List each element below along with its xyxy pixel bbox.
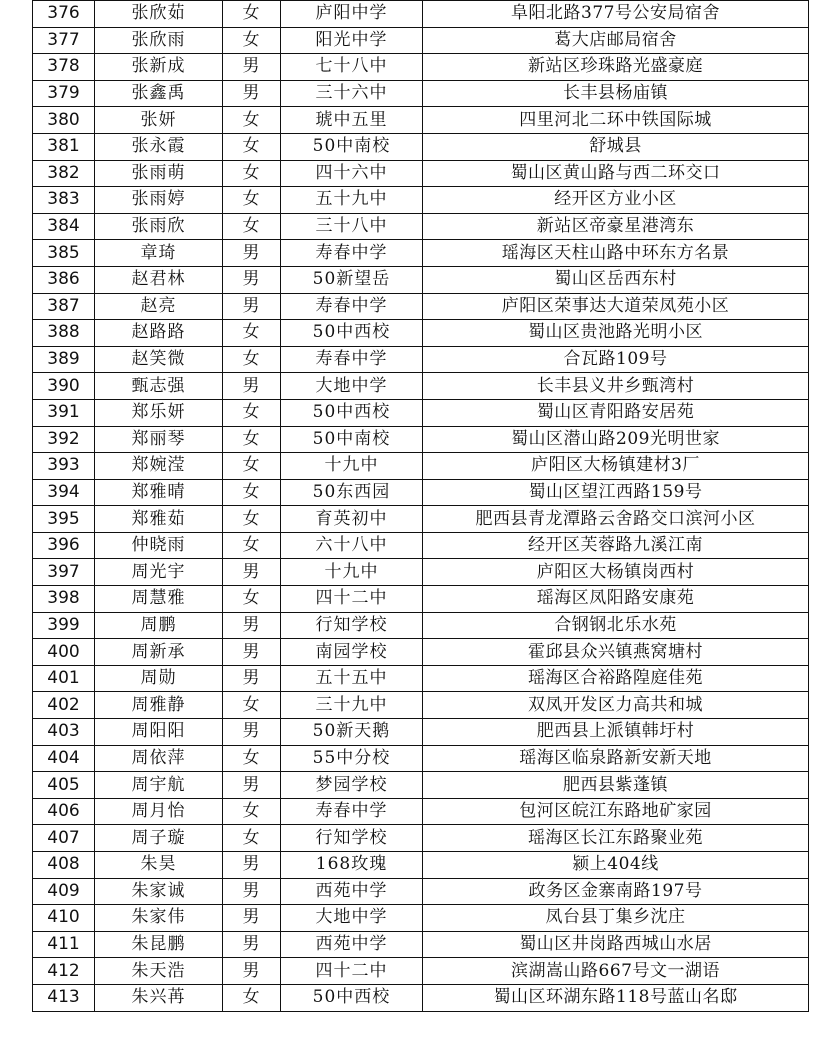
- gender-cell: 男: [223, 240, 281, 267]
- table-row: [33, 187, 809, 214]
- gender-cell: 女: [223, 346, 281, 373]
- table-row: [33, 320, 809, 347]
- gender-cell: 男: [223, 958, 281, 985]
- gender-cell: 女: [223, 187, 281, 214]
- table-row: [33, 825, 809, 852]
- row-number-cell: 394: [33, 479, 95, 506]
- row-number-cell: 381: [33, 133, 95, 160]
- row-number-cell: 380: [33, 107, 95, 134]
- student-name-cell: 张妍: [95, 107, 223, 134]
- row-number-cell: 397: [33, 559, 95, 586]
- address-cell: 双凤开发区力高共和城: [423, 692, 809, 719]
- row-number-cell: 413: [33, 984, 95, 1011]
- address-cell: 庐阳区荣事达大道荣凤苑小区: [423, 293, 809, 320]
- address-cell: 蜀山区环湖东路118号蓝山名邸: [423, 984, 809, 1011]
- table-row: [33, 984, 809, 1011]
- table-row: [33, 213, 809, 240]
- address-cell: 政务区金寨南路197号: [423, 878, 809, 905]
- gender-cell: 女: [223, 133, 281, 160]
- address-cell: 长丰县义井乡甄湾村: [423, 373, 809, 400]
- gender-cell: 女: [223, 27, 281, 54]
- table-row: [33, 506, 809, 533]
- student-name-cell: 周光宇: [95, 559, 223, 586]
- row-number-cell: 395: [33, 506, 95, 533]
- address-cell: 蜀山区青阳路安居苑: [423, 399, 809, 426]
- school-cell: 三十八中: [281, 213, 423, 240]
- address-cell: 蜀山区岳西东村: [423, 266, 809, 293]
- gender-cell: 男: [223, 54, 281, 81]
- row-number-cell: 400: [33, 639, 95, 666]
- student-name-cell: 张永霞: [95, 133, 223, 160]
- student-name-cell: 郑丽琴: [95, 426, 223, 453]
- school-cell: 西苑中学: [281, 931, 423, 958]
- row-number-cell: 401: [33, 665, 95, 692]
- address-cell: 瑶海区凤阳路安康苑: [423, 586, 809, 613]
- student-name-cell: 周慧雅: [95, 586, 223, 613]
- row-number-cell: 379: [33, 80, 95, 107]
- table-row: [33, 665, 809, 692]
- gender-cell: 女: [223, 320, 281, 347]
- row-number-cell: 396: [33, 532, 95, 559]
- table-row: [33, 745, 809, 772]
- gender-cell: 女: [223, 825, 281, 852]
- school-cell: 寿春中学: [281, 240, 423, 267]
- student-name-cell: 朱家伟: [95, 905, 223, 932]
- row-number-cell: 405: [33, 772, 95, 799]
- table-row: [33, 639, 809, 666]
- gender-cell: 女: [223, 532, 281, 559]
- student-name-cell: 周勋: [95, 665, 223, 692]
- student-name-cell: 赵亮: [95, 293, 223, 320]
- address-cell: 庐阳区大杨镇岗西村: [423, 559, 809, 586]
- student-name-cell: 赵路路: [95, 320, 223, 347]
- student-name-cell: 周鹏: [95, 612, 223, 639]
- student-name-cell: 郑婉滢: [95, 453, 223, 480]
- table-row: [33, 612, 809, 639]
- school-cell: 50新天鹅: [281, 719, 423, 746]
- student-name-cell: 张雨萌: [95, 160, 223, 187]
- address-cell: 长丰县杨庙镇: [423, 80, 809, 107]
- gender-cell: 男: [223, 80, 281, 107]
- gender-cell: 女: [223, 479, 281, 506]
- school-cell: 50中西校: [281, 399, 423, 426]
- student-name-cell: 朱天浩: [95, 958, 223, 985]
- row-number-cell: 389: [33, 346, 95, 373]
- address-cell: 瑶海区天柱山路中环东方名景: [423, 240, 809, 267]
- school-cell: 168玫瑰: [281, 852, 423, 879]
- gender-cell: 女: [223, 1, 281, 28]
- row-number-cell: 404: [33, 745, 95, 772]
- table-row: [33, 719, 809, 746]
- row-number-cell: 403: [33, 719, 95, 746]
- gender-cell: 男: [223, 905, 281, 932]
- school-cell: 梦园学校: [281, 772, 423, 799]
- table-row: [33, 479, 809, 506]
- school-cell: 寿春中学: [281, 346, 423, 373]
- row-number-cell: 378: [33, 54, 95, 81]
- gender-cell: 男: [223, 931, 281, 958]
- table-row: [33, 931, 809, 958]
- table-row: [33, 54, 809, 81]
- row-number-cell: 382: [33, 160, 95, 187]
- student-name-cell: 张雨欣: [95, 213, 223, 240]
- address-cell: 蜀山区井岗路西城山水居: [423, 931, 809, 958]
- row-number-cell: 377: [33, 27, 95, 54]
- student-name-cell: 周雅静: [95, 692, 223, 719]
- school-cell: 行知学校: [281, 825, 423, 852]
- student-name-cell: 张鑫禹: [95, 80, 223, 107]
- student-name-cell: 甄志强: [95, 373, 223, 400]
- student-name-cell: 赵君林: [95, 266, 223, 293]
- row-number-cell: 402: [33, 692, 95, 719]
- address-cell: 凤台县丁集乡沈庄: [423, 905, 809, 932]
- student-name-cell: 周月怡: [95, 798, 223, 825]
- table-row: [33, 426, 809, 453]
- school-cell: 五十九中: [281, 187, 423, 214]
- address-cell: 滨湖嵩山路667号文一湖语: [423, 958, 809, 985]
- row-number-cell: 407: [33, 825, 95, 852]
- student-name-cell: 仲晓雨: [95, 532, 223, 559]
- gender-cell: 男: [223, 665, 281, 692]
- student-name-cell: 张欣雨: [95, 27, 223, 54]
- address-cell: 四里河北二环中铁国际城: [423, 107, 809, 134]
- address-cell: 瑶海区长江东路聚业苑: [423, 825, 809, 852]
- gender-cell: 男: [223, 293, 281, 320]
- address-cell: 颍上404线: [423, 852, 809, 879]
- row-number-cell: 399: [33, 612, 95, 639]
- table-row: [33, 453, 809, 480]
- table-row: [33, 692, 809, 719]
- school-cell: 琥中五里: [281, 107, 423, 134]
- address-cell: 新站区帝豪星港湾东: [423, 213, 809, 240]
- address-cell: 合钢钢北乐水苑: [423, 612, 809, 639]
- table-row: [33, 399, 809, 426]
- table-row: [33, 559, 809, 586]
- table-row: [33, 293, 809, 320]
- table-row: [33, 107, 809, 134]
- table-row: [33, 266, 809, 293]
- table-row: [33, 133, 809, 160]
- table-row: [33, 532, 809, 559]
- student-name-cell: 张雨婷: [95, 187, 223, 214]
- school-cell: 七十八中: [281, 54, 423, 81]
- school-cell: 庐阳中学: [281, 1, 423, 28]
- table-row: [33, 852, 809, 879]
- gender-cell: 男: [223, 639, 281, 666]
- school-cell: 50东西园: [281, 479, 423, 506]
- gender-cell: 男: [223, 719, 281, 746]
- row-number-cell: 386: [33, 266, 95, 293]
- gender-cell: 男: [223, 559, 281, 586]
- school-cell: 50中南校: [281, 426, 423, 453]
- address-cell: 新站区珍珠路光盛豪庭: [423, 54, 809, 81]
- address-cell: 舒城县: [423, 133, 809, 160]
- school-cell: 55中分校: [281, 745, 423, 772]
- address-cell: 葛大店邮局宿舍: [423, 27, 809, 54]
- address-cell: 瑶海区合裕路隍庭佳苑: [423, 665, 809, 692]
- school-cell: 50新望岳: [281, 266, 423, 293]
- student-name-cell: 周新承: [95, 639, 223, 666]
- gender-cell: 男: [223, 878, 281, 905]
- school-cell: 行知学校: [281, 612, 423, 639]
- student-name-cell: 郑雅茹: [95, 506, 223, 533]
- row-number-cell: 412: [33, 958, 95, 985]
- table-row: [33, 373, 809, 400]
- student-name-cell: 章琦: [95, 240, 223, 267]
- school-cell: 十九中: [281, 559, 423, 586]
- school-cell: 育英初中: [281, 506, 423, 533]
- school-cell: 五十五中: [281, 665, 423, 692]
- gender-cell: 女: [223, 453, 281, 480]
- student-name-cell: 郑雅晴: [95, 479, 223, 506]
- gender-cell: 男: [223, 852, 281, 879]
- table-row: [33, 346, 809, 373]
- row-number-cell: 385: [33, 240, 95, 267]
- student-name-cell: 周子璇: [95, 825, 223, 852]
- student-name-cell: 周宇航: [95, 772, 223, 799]
- school-cell: 大地中学: [281, 373, 423, 400]
- school-cell: 50中南校: [281, 133, 423, 160]
- address-cell: 霍邱县众兴镇燕窝塘村: [423, 639, 809, 666]
- school-cell: 50中西校: [281, 984, 423, 1011]
- table-row: [33, 586, 809, 613]
- student-name-cell: 朱昊: [95, 852, 223, 879]
- table-row: [33, 958, 809, 985]
- address-cell: 经开区方业小区: [423, 187, 809, 214]
- student-table: [32, 0, 809, 1012]
- student-name-cell: 朱家诚: [95, 878, 223, 905]
- row-number-cell: 391: [33, 399, 95, 426]
- table-row: [33, 160, 809, 187]
- table-row: [33, 80, 809, 107]
- table-row: [33, 240, 809, 267]
- school-cell: 六十八中: [281, 532, 423, 559]
- row-number-cell: 393: [33, 453, 95, 480]
- school-cell: 50中西校: [281, 320, 423, 347]
- address-cell: 合瓦路109号: [423, 346, 809, 373]
- student-name-cell: 朱兴苒: [95, 984, 223, 1011]
- row-number-cell: 411: [33, 931, 95, 958]
- address-cell: 庐阳区大杨镇建材3厂: [423, 453, 809, 480]
- student-name-cell: 郑乐妍: [95, 399, 223, 426]
- school-cell: 四十六中: [281, 160, 423, 187]
- gender-cell: 女: [223, 586, 281, 613]
- address-cell: 肥西县紫蓬镇: [423, 772, 809, 799]
- address-cell: 蜀山区潜山路209光明世家: [423, 426, 809, 453]
- row-number-cell: 406: [33, 798, 95, 825]
- table-row: [33, 27, 809, 54]
- address-cell: 肥西县上派镇韩圩村: [423, 719, 809, 746]
- gender-cell: 女: [223, 160, 281, 187]
- school-cell: 四十二中: [281, 958, 423, 985]
- school-cell: 三十六中: [281, 80, 423, 107]
- address-cell: 蜀山区望江西路159号: [423, 479, 809, 506]
- gender-cell: 女: [223, 107, 281, 134]
- row-number-cell: 383: [33, 187, 95, 214]
- address-cell: 阜阳北路377号公安局宿舍: [423, 1, 809, 28]
- student-name-cell: 朱昆鹏: [95, 931, 223, 958]
- gender-cell: 男: [223, 772, 281, 799]
- student-name-cell: 张新成: [95, 54, 223, 81]
- address-cell: 肥西县青龙潭路云舍路交口滨河小区: [423, 506, 809, 533]
- student-name-cell: 赵笑微: [95, 346, 223, 373]
- student-name-cell: 周阳阳: [95, 719, 223, 746]
- gender-cell: 女: [223, 798, 281, 825]
- school-cell: 南园学校: [281, 639, 423, 666]
- row-number-cell: 398: [33, 586, 95, 613]
- table-row: [33, 772, 809, 799]
- address-cell: 经开区芙蓉路九溪江南: [423, 532, 809, 559]
- school-cell: 三十九中: [281, 692, 423, 719]
- row-number-cell: 409: [33, 878, 95, 905]
- row-number-cell: 392: [33, 426, 95, 453]
- row-number-cell: 410: [33, 905, 95, 932]
- gender-cell: 女: [223, 426, 281, 453]
- address-cell: 蜀山区黄山路与西二环交口: [423, 160, 809, 187]
- school-cell: 西苑中学: [281, 878, 423, 905]
- row-number-cell: 388: [33, 320, 95, 347]
- address-cell: 蜀山区贵池路光明小区: [423, 320, 809, 347]
- gender-cell: 女: [223, 506, 281, 533]
- table-row: [33, 798, 809, 825]
- school-cell: 寿春中学: [281, 293, 423, 320]
- row-number-cell: 390: [33, 373, 95, 400]
- gender-cell: 男: [223, 373, 281, 400]
- school-cell: 大地中学: [281, 905, 423, 932]
- gender-cell: 男: [223, 266, 281, 293]
- row-number-cell: 376: [33, 1, 95, 28]
- student-name-cell: 周依萍: [95, 745, 223, 772]
- address-cell: 包河区皖江东路地矿家园: [423, 798, 809, 825]
- school-cell: 寿春中学: [281, 798, 423, 825]
- gender-cell: 女: [223, 692, 281, 719]
- school-cell: 阳光中学: [281, 27, 423, 54]
- address-cell: 瑶海区临泉路新安新天地: [423, 745, 809, 772]
- table-row: [33, 1, 809, 28]
- row-number-cell: 384: [33, 213, 95, 240]
- table-row: [33, 905, 809, 932]
- gender-cell: 女: [223, 399, 281, 426]
- school-cell: 十九中: [281, 453, 423, 480]
- table-body: [33, 1, 809, 1012]
- gender-cell: 女: [223, 745, 281, 772]
- table-row: [33, 878, 809, 905]
- row-number-cell: 387: [33, 293, 95, 320]
- row-number-cell: 408: [33, 852, 95, 879]
- gender-cell: 女: [223, 984, 281, 1011]
- gender-cell: 女: [223, 213, 281, 240]
- school-cell: 四十二中: [281, 586, 423, 613]
- gender-cell: 男: [223, 612, 281, 639]
- student-name-cell: 张欣茹: [95, 1, 223, 28]
